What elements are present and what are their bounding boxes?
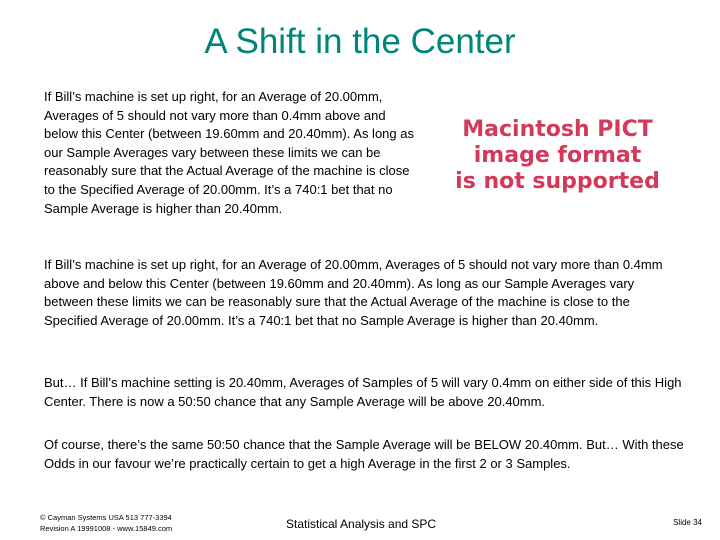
high-center-paragraph: But… If Bill’s machine setting is 20.40mm, Averages of Samples of 5 will vary 0.4mm on either side of this High Center. There is now a 50:50 chance that any Sample Average will be above 20.40mm.	[44, 375, 682, 409]
pict-line-2: image format	[473, 143, 642, 168]
odds-paragraph: Of course, there’s the same 50:50 chance that the Sample Average will be BELOW 20.40mm. But… With these Odds in our favour we’re practically certain to get a high Average in the first 2 or 3 Samples.	[44, 437, 684, 471]
pict-line-3: is not supported	[455, 169, 660, 194]
footer-copyright-block	[40, 512, 172, 534]
footer-revision: Revision A 19991008 - www.15849.com	[40, 524, 173, 533]
footer-course-title: Statistical Analysis and SPC	[286, 517, 437, 531]
repeat-paragraph: If Bill’s machine is set up right, for an Average of 20.00mm, Averages of 5 should not vary more than 0.4mm above and below this Center (between 19.60mm and 20.40mm). As long as our Sample Averages vary between these limits we can be reasonably sure that the Actual Average of the machine is close to the Specified Average of 20.00mm. It’s a 740:1 bet that no Sample Average is higher than 20.40mm.	[44, 257, 663, 328]
footer-copyright: © Cayman Systems USA 513 777-3394	[40, 513, 172, 522]
slide-title: A Shift in the Center	[204, 22, 516, 61]
pict-placeholder-image	[420, 117, 695, 195]
slide-number: Slide 34	[673, 518, 702, 527]
pict-line-1: Macintosh PICT	[462, 117, 653, 142]
intro-paragraph: If Bill’s machine is set up right, for an Average of 20.00mm, Averages of 5 should not vary more than 0.4mm above and below this Center (between 19.60mm and 20.40mm). As long as our Sample Averages vary between these limits we can be reasonably sure that the Actual Average of the machine is close to the Specified Average of 20.00mm. It’s a 740:1 bet that no Sample Average is higher than 20.40mm.	[44, 89, 414, 216]
